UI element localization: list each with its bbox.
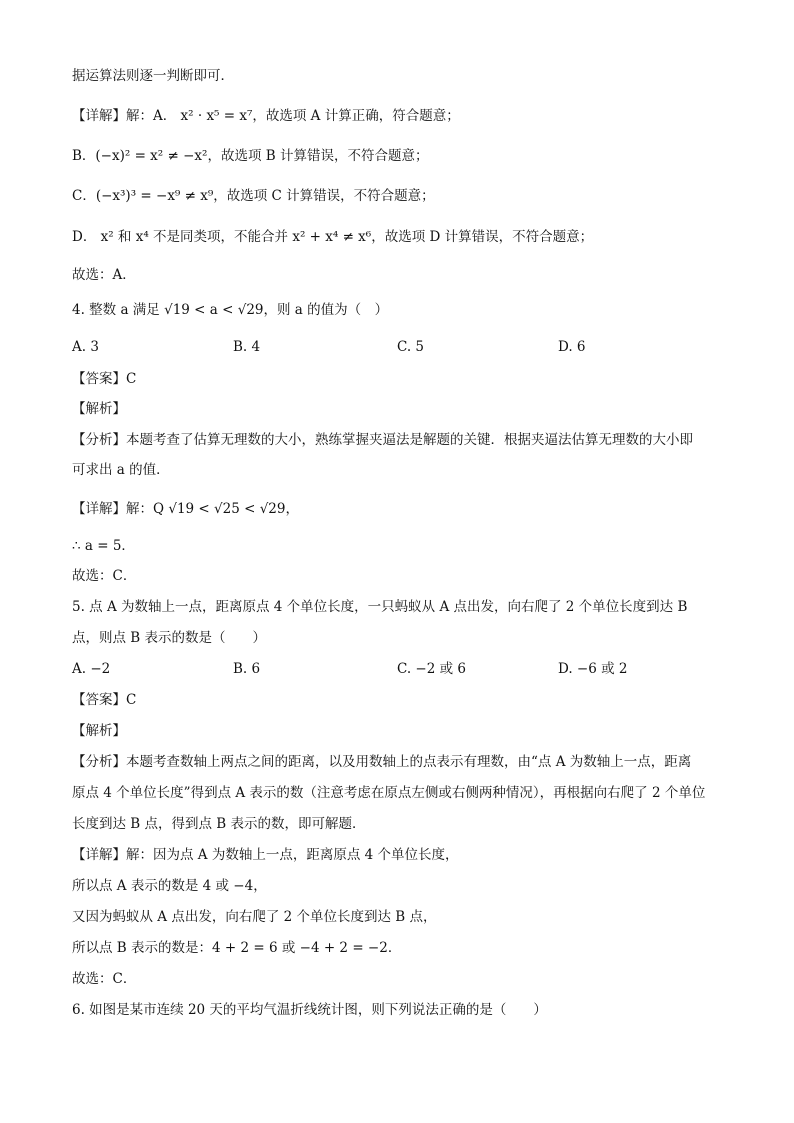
option-d-explanation: D． x² 和 x⁴ 不是同类项，不能合并 x² + x⁴ ≠ x⁶，故选项 D 计算错误，不符合题意； (72, 229, 594, 245)
q4-option-d: D. 6 (558, 339, 586, 355)
q5-answer: 【答案】C (72, 692, 137, 708)
q4-analysis-line-1: 【分析】本题考查了估算无理数的大小，熟练掌握夹逼法是解题的关键．根据夹逼法估算无理数的大小即 (72, 432, 693, 448)
q5-detail-line-1: 【详解】解：因为点 A 为数轴上一点，距离原点 4 个单位长度， (72, 847, 459, 863)
text-line: 据运算法则逐一判断即可． (72, 68, 234, 84)
q5-analysis-line-3: 长度到达 B 点，得到点 B 表示的数，即可解题． (72, 816, 366, 832)
detail-line: 【详解】解：A． x² · x⁵ = x⁷，故选项 A 计算正确，符合题意； (72, 108, 460, 124)
q5-analysis-line-2: 原点 4 个单位长度”得到点 A 表示的数（注意考虑在原点左侧或右侧两种情况），再根据向右爬了 2 个单位 (72, 785, 706, 801)
q5-option-b: B. 6 (233, 661, 261, 677)
question-5-line-2: 点，则点 B 表示的数是（ ） (72, 630, 267, 646)
q4-choose: 故选：C． (72, 568, 137, 584)
q4-option-a: A. 3 (72, 339, 99, 355)
option-c-explanation: C．(−x³)³ = −x⁹ ≠ x⁹，故选项 C 计算错误，不符合题意； (72, 188, 435, 204)
q4-analysis-line-2: 可求出 a 的值． (72, 462, 170, 478)
q4-detail: 【详解】解：Q √19 < √25 < √29， (72, 501, 299, 517)
q5-choose: 故选：C． (72, 971, 137, 987)
q5-detail-line-4: 所以点 B 表示的数是：4 + 2 = 6 或 −4 + 2 = −2． (72, 940, 402, 956)
option-b-explanation: B．(−x)² = x² ≠ −x²，故选项 B 计算错误，不符合题意； (72, 148, 429, 164)
question-6: 6. 如图是某市连续 20 天的平均气温折线统计图，则下列说法正确的是（ ） (72, 1002, 547, 1018)
q5-analysis-line-1: 【分析】本题考查数轴上两点之间的距离，以及用数轴上的点表示有理数，由“点 A 为数轴上一点，距离 (72, 754, 692, 770)
q4-analysis-title: 【解析】 (72, 401, 126, 417)
q5-option-d: D. −6 或 2 (558, 661, 628, 677)
q4-option-c: C. 5 (397, 339, 425, 355)
q5-detail-line-3: 又因为蚂蚁从 A 点出发，向右爬了 2 个单位长度到达 B 点， (72, 909, 437, 925)
q4-option-b: B. 4 (233, 339, 261, 355)
q5-option-c: C. −2 或 6 (397, 661, 467, 677)
choice-line: 故选：A． (72, 267, 136, 283)
question-4: 4. 整数 a 满足 √19 < a < √29，则 a 的值为（ ） (72, 302, 389, 318)
q5-detail-line-2: 所以点 A 表示的数是 4 或 −4， (72, 878, 267, 894)
q4-answer: 【答案】C (72, 371, 137, 387)
question-5-line-1: 5. 点 A 为数轴上一点，距离原点 4 个单位长度，一只蚂蚁从 A 点出发，向右爬了 2 个单位长度到达 B (72, 599, 688, 615)
q5-option-a: A. −2 (72, 661, 111, 677)
q4-therefore: ∴ a = 5． (72, 538, 135, 554)
q5-analysis-title: 【解析】 (72, 723, 126, 739)
